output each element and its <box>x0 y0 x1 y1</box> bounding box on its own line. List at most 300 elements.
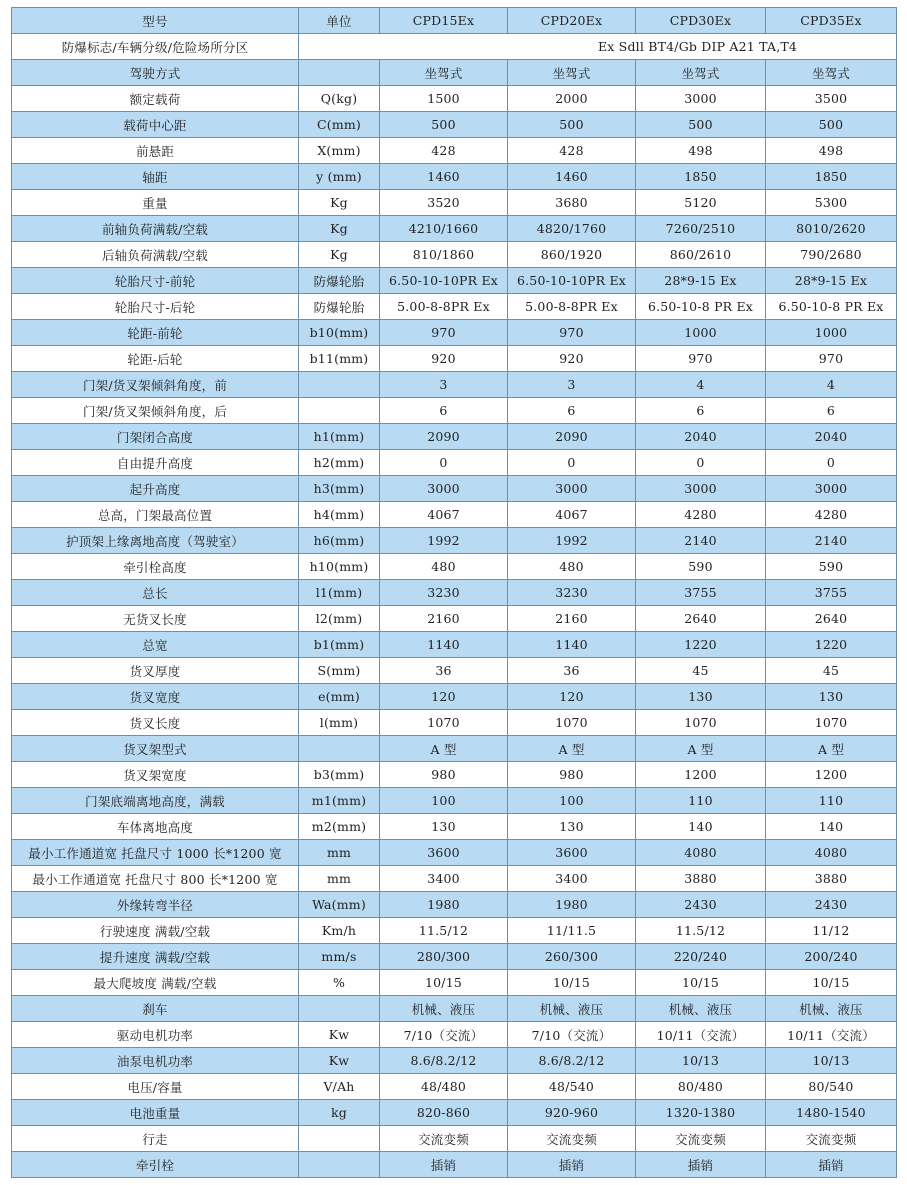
spec-value: 交流变频 <box>380 1126 508 1152</box>
spec-value: 2640 <box>766 606 897 632</box>
spec-value: 130 <box>766 684 897 710</box>
spec-label: 最大爬坡度 满载/空载 <box>12 970 299 996</box>
table-row <box>12 996 897 1022</box>
spec-value: 交流变频 <box>508 1126 636 1152</box>
spec-value: 10/13 <box>636 1048 766 1074</box>
spec-unit: m2(mm) <box>299 814 380 840</box>
spec-value: 1850 <box>636 164 766 190</box>
spec-value: 10/13 <box>766 1048 897 1074</box>
header-row <box>12 8 897 34</box>
spec-value: 220/240 <box>636 944 766 970</box>
spec-unit <box>299 736 380 762</box>
spec-value: 860/2610 <box>636 242 766 268</box>
table-row <box>12 840 897 866</box>
spec-value: 11/11.5 <box>508 918 636 944</box>
spec-value: 11.5/12 <box>636 918 766 944</box>
spec-value: 820-860 <box>380 1100 508 1126</box>
table-row <box>12 710 897 736</box>
spec-value: 3 <box>508 372 636 398</box>
spec-unit <box>299 372 380 398</box>
table-row <box>12 892 897 918</box>
spec-value: 428 <box>380 138 508 164</box>
table-row <box>12 1152 897 1178</box>
spec-value: 3000 <box>380 476 508 502</box>
spec-value: 6.50-10-10PR Ex <box>508 268 636 294</box>
spec-unit: mm <box>299 866 380 892</box>
spec-value: 2160 <box>380 606 508 632</box>
table-row <box>12 814 897 840</box>
spec-value: 插销 <box>508 1152 636 1178</box>
spec-unit: h2(mm) <box>299 450 380 476</box>
table-row <box>12 372 897 398</box>
spec-unit <box>299 996 380 1022</box>
table-row <box>12 242 897 268</box>
spec-value: 1200 <box>636 762 766 788</box>
spec-value: A 型 <box>636 736 766 762</box>
table-row <box>12 762 897 788</box>
spec-value: 45 <box>636 658 766 684</box>
spec-unit <box>299 398 380 424</box>
spec-value: 2140 <box>766 528 897 554</box>
spec-label: 总高，门架最高位置 <box>12 502 299 528</box>
table-row <box>12 450 897 476</box>
spec-value: 120 <box>380 684 508 710</box>
spec-unit: h6(mm) <box>299 528 380 554</box>
table-row <box>12 1022 897 1048</box>
spec-value: 机械、液压 <box>380 996 508 1022</box>
spec-unit: % <box>299 970 380 996</box>
header-model-cpd35ex: CPD35Ex <box>766 8 897 34</box>
table-row <box>12 736 897 762</box>
spec-value: 500 <box>380 112 508 138</box>
table-row <box>12 112 897 138</box>
table-row <box>12 190 897 216</box>
spec-value: 45 <box>766 658 897 684</box>
spec-value: 10/11（交流） <box>766 1022 897 1048</box>
spec-value: 1460 <box>508 164 636 190</box>
spec-unit: 防爆轮胎 <box>299 294 380 320</box>
spec-value: 7/10（交流） <box>508 1022 636 1048</box>
spec-label: 车体离地高度 <box>12 814 299 840</box>
spec-value: 3600 <box>380 840 508 866</box>
spec-value: 2160 <box>508 606 636 632</box>
spec-value: 2430 <box>766 892 897 918</box>
spec-unit: m1(mm) <box>299 788 380 814</box>
spec-unit: Kg <box>299 216 380 242</box>
spec-value: 坐驾式 <box>380 60 508 86</box>
spec-label: 油泵电机功率 <box>12 1048 299 1074</box>
spec-label: 护顶架上缘离地高度（驾驶室） <box>12 528 299 554</box>
spec-value: 500 <box>636 112 766 138</box>
table-row <box>12 346 897 372</box>
spec-value: 280/300 <box>380 944 508 970</box>
spec-value: 2040 <box>636 424 766 450</box>
spec-value: 790/2680 <box>766 242 897 268</box>
spec-value: 6.50-10-8 PR Ex <box>766 294 897 320</box>
spec-value: 498 <box>636 138 766 164</box>
spec-unit: Kg <box>299 190 380 216</box>
table-row <box>12 294 897 320</box>
spec-value: 120 <box>508 684 636 710</box>
spec-value: 插销 <box>380 1152 508 1178</box>
spec-unit: b10(mm) <box>299 320 380 346</box>
spec-value: 4 <box>636 372 766 398</box>
spec-unit: S(mm) <box>299 658 380 684</box>
spec-value: 1992 <box>380 528 508 554</box>
header-model-label: 型号 <box>12 8 299 34</box>
spec-label: 最小工作通道宽 托盘尺寸 800 长*1200 宽 <box>12 866 299 892</box>
table-row <box>12 216 897 242</box>
spec-value: 1850 <box>766 164 897 190</box>
spec-unit: y (mm) <box>299 164 380 190</box>
spec-value: 810/1860 <box>380 242 508 268</box>
spec-value: 10/15 <box>508 970 636 996</box>
spec-unit: Kg <box>299 242 380 268</box>
spec-value: 1220 <box>636 632 766 658</box>
spec-value: 8.6/8.2/12 <box>508 1048 636 1074</box>
spec-label: 轮胎尺寸-后轮 <box>12 294 299 320</box>
spec-value: 3230 <box>508 580 636 606</box>
table-row <box>12 86 897 112</box>
table-row <box>12 918 897 944</box>
spec-unit: h4(mm) <box>299 502 380 528</box>
table-row <box>12 424 897 450</box>
table-row <box>12 1100 897 1126</box>
spec-label: 行驶速度 满载/空载 <box>12 918 299 944</box>
spec-value: 0 <box>636 450 766 476</box>
spec-value: 4080 <box>766 840 897 866</box>
spec-label: 总长 <box>12 580 299 606</box>
table-row <box>12 268 897 294</box>
spec-value: 100 <box>508 788 636 814</box>
spec-value: 10/15 <box>766 970 897 996</box>
spec-value: 1070 <box>766 710 897 736</box>
spec-table-container <box>11 7 897 1178</box>
spec-label: 前轴负荷满载/空载 <box>12 216 299 242</box>
spec-value: 500 <box>508 112 636 138</box>
table-row <box>12 658 897 684</box>
spec-value: 980 <box>380 762 508 788</box>
spec-value: 1320-1380 <box>636 1100 766 1126</box>
spec-value: 80/540 <box>766 1074 897 1100</box>
spec-value: 860/1920 <box>508 242 636 268</box>
spec-value: 3400 <box>380 866 508 892</box>
spec-label: 轮距-后轮 <box>12 346 299 372</box>
table-row <box>12 1074 897 1100</box>
spec-value: 3880 <box>636 866 766 892</box>
spec-label: 电池重量 <box>12 1100 299 1126</box>
spec-value: 1992 <box>508 528 636 554</box>
spec-value: 3755 <box>636 580 766 606</box>
table-row <box>12 1048 897 1074</box>
spec-value: 4210/1660 <box>380 216 508 242</box>
spec-value: 0 <box>380 450 508 476</box>
spec-value: 4280 <box>636 502 766 528</box>
spec-unit: Wa(mm) <box>299 892 380 918</box>
spec-value: 4280 <box>766 502 897 528</box>
table-row <box>12 528 897 554</box>
spec-value: 4067 <box>508 502 636 528</box>
spec-value: 480 <box>508 554 636 580</box>
spec-value: 7260/2510 <box>636 216 766 242</box>
spec-value: 130 <box>636 684 766 710</box>
spec-value: 2090 <box>508 424 636 450</box>
spec-value: 坐驾式 <box>636 60 766 86</box>
spec-value: 10/11（交流） <box>636 1022 766 1048</box>
header-model-cpd20ex: CPD20Ex <box>508 8 636 34</box>
table-row <box>12 398 897 424</box>
spec-label: 货叉架型式 <box>12 736 299 762</box>
spec-unit: V/Ah <box>299 1074 380 1100</box>
spec-label: 门架闭合高度 <box>12 424 299 450</box>
spec-value: 1500 <box>380 86 508 112</box>
spec-value: 4080 <box>636 840 766 866</box>
spec-unit: kg <box>299 1100 380 1126</box>
table-row <box>12 476 897 502</box>
spec-value: 8010/2620 <box>766 216 897 242</box>
table-row <box>12 606 897 632</box>
spec-value: 5.00-8-8PR Ex <box>508 294 636 320</box>
spec-value: 插销 <box>636 1152 766 1178</box>
table-row <box>12 502 897 528</box>
spec-value: 6.50-10-8 PR Ex <box>636 294 766 320</box>
spec-label: 货叉宽度 <box>12 684 299 710</box>
spec-label: 刹车 <box>12 996 299 1022</box>
header-unit-label: 单位 <box>299 8 380 34</box>
spec-value: 机械、液压 <box>766 996 897 1022</box>
spec-unit: l1(mm) <box>299 580 380 606</box>
spec-value: 100 <box>380 788 508 814</box>
spec-value: 970 <box>766 346 897 372</box>
spec-label: 无货叉长度 <box>12 606 299 632</box>
table-row <box>12 554 897 580</box>
spec-value: 1000 <box>636 320 766 346</box>
spec-label: 起升高度 <box>12 476 299 502</box>
spec-unit: Km/h <box>299 918 380 944</box>
spec-value: 1000 <box>766 320 897 346</box>
spec-value: 4820/1760 <box>508 216 636 242</box>
spec-value: 4 <box>766 372 897 398</box>
spec-value: 590 <box>636 554 766 580</box>
spec-value: 11.5/12 <box>380 918 508 944</box>
spec-value: 110 <box>766 788 897 814</box>
table-row <box>12 970 897 996</box>
spec-value: 3880 <box>766 866 897 892</box>
spec-label: 重量 <box>12 190 299 216</box>
table-row <box>12 788 897 814</box>
spec-value: 3000 <box>508 476 636 502</box>
spec-value: 10/15 <box>636 970 766 996</box>
spec-value: 140 <box>636 814 766 840</box>
spec-value: 机械、液压 <box>508 996 636 1022</box>
spec-unit <box>299 60 380 86</box>
spec-value: 498 <box>766 138 897 164</box>
spec-unit: mm/s <box>299 944 380 970</box>
spec-value: 28*9-15 Ex <box>766 268 897 294</box>
spec-value: 6 <box>380 398 508 424</box>
spec-value: 5.00-8-8PR Ex <box>380 294 508 320</box>
spec-value: 0 <box>508 450 636 476</box>
spec-value: 3230 <box>380 580 508 606</box>
spec-label: 载荷中心距 <box>12 112 299 138</box>
table-row <box>12 138 897 164</box>
explosion-mark-label: 防爆标志/车辆分级/危险场所分区 <box>12 34 299 60</box>
explosion-mark-row <box>12 34 897 60</box>
table-row <box>12 866 897 892</box>
spec-value: 交流变频 <box>766 1126 897 1152</box>
spec-value: 3520 <box>380 190 508 216</box>
spec-unit: l2(mm) <box>299 606 380 632</box>
spec-label: 后轴负荷满载/空载 <box>12 242 299 268</box>
spec-value: 3400 <box>508 866 636 892</box>
spec-unit <box>299 1126 380 1152</box>
spec-value: 插销 <box>766 1152 897 1178</box>
spec-value: A 型 <box>766 736 897 762</box>
spec-value: 坐驾式 <box>766 60 897 86</box>
table-row <box>12 944 897 970</box>
spec-unit: C(mm) <box>299 112 380 138</box>
spec-value: 3000 <box>636 476 766 502</box>
spec-value: 6.50-10-10PR Ex <box>380 268 508 294</box>
spec-value: 机械、液压 <box>636 996 766 1022</box>
table-row <box>12 684 897 710</box>
spec-value: 500 <box>766 112 897 138</box>
spec-value: 0 <box>766 450 897 476</box>
spec-value: 4067 <box>380 502 508 528</box>
spec-value: 920 <box>380 346 508 372</box>
table-row <box>12 320 897 346</box>
spec-unit: b3(mm) <box>299 762 380 788</box>
spec-label: 外缘转弯半径 <box>12 892 299 918</box>
spec-value: 1070 <box>508 710 636 736</box>
spec-label: 牵引栓 <box>12 1152 299 1178</box>
spec-value: 1460 <box>380 164 508 190</box>
spec-unit: b11(mm) <box>299 346 380 372</box>
spec-unit <box>299 1152 380 1178</box>
spec-label: 额定载荷 <box>12 86 299 112</box>
spec-value: 590 <box>766 554 897 580</box>
spec-value: 5300 <box>766 190 897 216</box>
spec-value: 11/12 <box>766 918 897 944</box>
spec-value: 1480-1540 <box>766 1100 897 1126</box>
spec-value: 3000 <box>766 476 897 502</box>
spec-unit: X(mm) <box>299 138 380 164</box>
spec-value: 5120 <box>636 190 766 216</box>
spec-label: 轴距 <box>12 164 299 190</box>
spec-value: 140 <box>766 814 897 840</box>
spec-value: 1200 <box>766 762 897 788</box>
spec-unit: 防爆轮胎 <box>299 268 380 294</box>
table-row <box>12 580 897 606</box>
spec-value: 1140 <box>380 632 508 658</box>
spec-unit: h10(mm) <box>299 554 380 580</box>
spec-label: 货叉长度 <box>12 710 299 736</box>
spec-value: 2140 <box>636 528 766 554</box>
spec-label: 行走 <box>12 1126 299 1152</box>
spec-value: 3755 <box>766 580 897 606</box>
spec-value: 1980 <box>380 892 508 918</box>
spec-label: 货叉架宽度 <box>12 762 299 788</box>
spec-value: 6 <box>508 398 636 424</box>
spec-value: A 型 <box>508 736 636 762</box>
spec-value: 428 <box>508 138 636 164</box>
spec-unit: mm <box>299 840 380 866</box>
spec-value: 坐驾式 <box>508 60 636 86</box>
header-model-cpd15ex: CPD15Ex <box>380 8 508 34</box>
spec-value: 6 <box>636 398 766 424</box>
table-row <box>12 632 897 658</box>
header-model-cpd30ex: CPD30Ex <box>636 8 766 34</box>
spec-value: 200/240 <box>766 944 897 970</box>
spec-value: 3 <box>380 372 508 398</box>
spec-label: 牵引栓高度 <box>12 554 299 580</box>
spec-unit: l(mm) <box>299 710 380 736</box>
spec-value: 130 <box>380 814 508 840</box>
spec-value: 8.6/8.2/12 <box>380 1048 508 1074</box>
forklift-spec-table <box>11 7 897 1178</box>
spec-value: 2640 <box>636 606 766 632</box>
spec-value: 920-960 <box>508 1100 636 1126</box>
spec-label: 提升速度 满载/空载 <box>12 944 299 970</box>
spec-value: 130 <box>508 814 636 840</box>
spec-value: 3500 <box>766 86 897 112</box>
spec-value: 48/480 <box>380 1074 508 1100</box>
spec-value: 1980 <box>508 892 636 918</box>
spec-value: 3000 <box>636 86 766 112</box>
spec-value: 260/300 <box>508 944 636 970</box>
spec-value: 交流变频 <box>636 1126 766 1152</box>
spec-label: 前悬距 <box>12 138 299 164</box>
spec-value: 36 <box>508 658 636 684</box>
spec-label: 最小工作通道宽 托盘尺寸 1000 长*1200 宽 <box>12 840 299 866</box>
spec-value: 2090 <box>380 424 508 450</box>
spec-value: 110 <box>636 788 766 814</box>
spec-value: 970 <box>508 320 636 346</box>
spec-value: 48/540 <box>508 1074 636 1100</box>
spec-value: 1070 <box>636 710 766 736</box>
spec-value: 970 <box>380 320 508 346</box>
spec-value: 7/10（交流） <box>380 1022 508 1048</box>
spec-label: 总宽 <box>12 632 299 658</box>
spec-value: 920 <box>508 346 636 372</box>
spec-value: 1220 <box>766 632 897 658</box>
spec-label: 驾驶方式 <box>12 60 299 86</box>
spec-value: 980 <box>508 762 636 788</box>
explosion-mark-value: Ex Sdll BT4/Gb DIP A21 TA,T4 <box>299 34 897 60</box>
spec-unit: h1(mm) <box>299 424 380 450</box>
spec-label: 轮距-前轮 <box>12 320 299 346</box>
spec-value: 80/480 <box>636 1074 766 1100</box>
spec-value: 3600 <box>508 840 636 866</box>
spec-label: 门架/货叉架倾斜角度，前 <box>12 372 299 398</box>
spec-label: 自由提升高度 <box>12 450 299 476</box>
spec-label: 轮胎尺寸-前轮 <box>12 268 299 294</box>
spec-value: 1070 <box>380 710 508 736</box>
spec-value: 36 <box>380 658 508 684</box>
spec-value: 1140 <box>508 632 636 658</box>
spec-value: 28*9-15 Ex <box>636 268 766 294</box>
spec-value: 2040 <box>766 424 897 450</box>
spec-unit: h3(mm) <box>299 476 380 502</box>
spec-value: 3680 <box>508 190 636 216</box>
spec-value: 2000 <box>508 86 636 112</box>
spec-value: 2430 <box>636 892 766 918</box>
spec-label: 电压/容量 <box>12 1074 299 1100</box>
spec-label: 驱动电机功率 <box>12 1022 299 1048</box>
spec-unit: Q(kg) <box>299 86 380 112</box>
spec-value: A 型 <box>380 736 508 762</box>
spec-label: 货叉厚度 <box>12 658 299 684</box>
